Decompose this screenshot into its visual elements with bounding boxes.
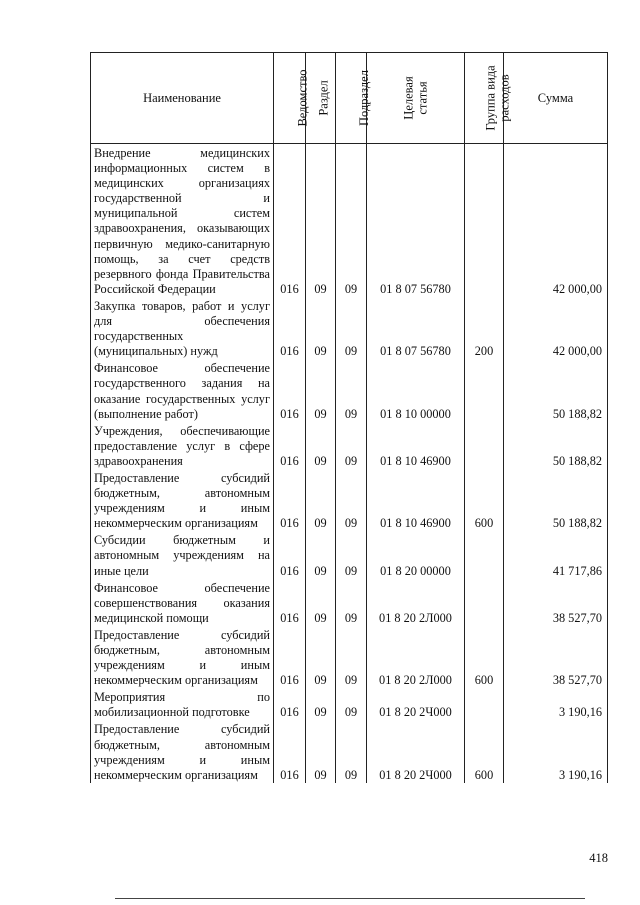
cell-name: Предоставление субсидий бюджетным, автономным учреждениям и иным некоммерческим организациям: [91, 626, 274, 688]
cell-sum: 38 527,70: [504, 626, 608, 688]
header-target: Целевая статья: [367, 53, 465, 144]
cell-sum: 38 527,70: [504, 579, 608, 626]
cell-subsection: 09: [336, 469, 367, 531]
cell-sum: 42 000,00: [504, 144, 608, 297]
cell-target: 01 8 10 00000: [367, 359, 465, 421]
cell-sum: 50 188,82: [504, 469, 608, 531]
cell-group: 600: [465, 469, 504, 531]
cell-group: 600: [465, 626, 504, 688]
cell-subsection: 09: [336, 688, 367, 720]
cell-section: 09: [306, 720, 336, 782]
cell-target: 01 8 10 46900: [367, 422, 465, 469]
cell-name: Субсидии бюджетным и автономным учреждениям на иные цели: [91, 531, 274, 578]
header-dept: Ведомство: [274, 53, 306, 144]
cell-sum: 50 188,82: [504, 422, 608, 469]
cell-section: 09: [306, 688, 336, 720]
header-sum: Сумма: [504, 53, 608, 144]
cell-name: Предоставление субсидий бюджетным, автономным учреждениям и иным некоммерческим организациям: [91, 720, 274, 782]
table-body: [91, 144, 608, 783]
header-section: Раздел: [306, 53, 336, 144]
cell-group: [465, 422, 504, 469]
header-row: [91, 53, 608, 144]
cell-section: 09: [306, 579, 336, 626]
cell-section: 09: [306, 469, 336, 531]
cell-dept: 016: [274, 297, 306, 359]
cell-target: 01 8 20 2Л000: [367, 626, 465, 688]
page-number: 418: [589, 851, 608, 865]
cell-sum: 3 190,16: [504, 720, 608, 782]
cell-dept: 016: [274, 688, 306, 720]
cell-target: 01 8 20 00000: [367, 531, 465, 578]
table-row: [91, 144, 608, 297]
cell-name: Учреждения, обеспечивающие предоставление услуг в сфере здравоохранения: [91, 422, 274, 469]
cell-sum: 3 190,16: [504, 688, 608, 720]
cell-section: 09: [306, 297, 336, 359]
cell-group: 600: [465, 720, 504, 782]
table-row: [91, 469, 608, 531]
table-row: [91, 579, 608, 626]
cell-dept: 016: [274, 579, 306, 626]
cell-group: [465, 688, 504, 720]
cell-dept: 016: [274, 359, 306, 421]
cell-target: 01 8 07 56780: [367, 144, 465, 297]
cell-target: 01 8 20 2Ч000: [367, 688, 465, 720]
cell-target: 01 8 20 2Л000: [367, 579, 465, 626]
cell-subsection: 09: [336, 144, 367, 297]
cell-group: [465, 359, 504, 421]
cell-dept: 016: [274, 422, 306, 469]
table-row: [91, 297, 608, 359]
cell-section: 09: [306, 531, 336, 578]
cell-name: Финансовое обеспечение государственного задания на оказание государственных услуг (выполнение работ): [91, 359, 274, 421]
table-row: [91, 688, 608, 720]
cell-target: 01 8 07 56780: [367, 297, 465, 359]
cell-group: [465, 579, 504, 626]
cell-name: Закупка товаров, работ и услуг для обеспечения государственных (муниципальных) нужд: [91, 297, 274, 359]
cell-name: Внедрение медицинских информационных систем в медицинских организациях государственной и муниципальной систем здравоохранения, оказывающих первичную медико-санитарную помощь, за счет средств резервного фонда Правительства Российской Федерации: [91, 144, 274, 297]
cell-subsection: 09: [336, 720, 367, 782]
cell-subsection: 09: [336, 626, 367, 688]
budget-table: [90, 52, 608, 783]
cell-subsection: 09: [336, 579, 367, 626]
cell-subsection: 09: [336, 531, 367, 578]
cell-sum: 41 717,86: [504, 531, 608, 578]
cell-name: Предоставление субсидий бюджетным, автономным учреждениям и иным некоммерческим организациям: [91, 469, 274, 531]
cell-dept: 016: [274, 626, 306, 688]
cell-group: 200: [465, 297, 504, 359]
cell-target: 01 8 20 2Ч000: [367, 720, 465, 782]
cell-section: 09: [306, 144, 336, 297]
table-row: [91, 720, 608, 782]
cell-target: 01 8 10 46900: [367, 469, 465, 531]
header-name: Наименование: [91, 53, 274, 144]
header-subsection: Подраздел: [336, 53, 367, 144]
table-row: [91, 422, 608, 469]
cell-dept: 016: [274, 720, 306, 782]
cell-group: [465, 144, 504, 297]
cell-dept: 016: [274, 144, 306, 297]
cell-section: 09: [306, 422, 336, 469]
cell-name: Финансовое обеспечение совершенствования оказания медицинской помощи: [91, 579, 274, 626]
table-row: [91, 359, 608, 421]
footer-rule: [115, 898, 585, 899]
cell-dept: 016: [274, 469, 306, 531]
cell-subsection: 09: [336, 359, 367, 421]
table-row: [91, 626, 608, 688]
cell-sum: 42 000,00: [504, 297, 608, 359]
cell-sum: 50 188,82: [504, 359, 608, 421]
cell-subsection: 09: [336, 422, 367, 469]
cell-name: Мероприятия по мобилизационной подготовке: [91, 688, 274, 720]
header-group: Группа вида расходов: [465, 53, 504, 144]
cell-section: 09: [306, 359, 336, 421]
table-row: [91, 531, 608, 578]
cell-dept: 016: [274, 531, 306, 578]
cell-section: 09: [306, 626, 336, 688]
cell-group: [465, 531, 504, 578]
cell-subsection: 09: [336, 297, 367, 359]
